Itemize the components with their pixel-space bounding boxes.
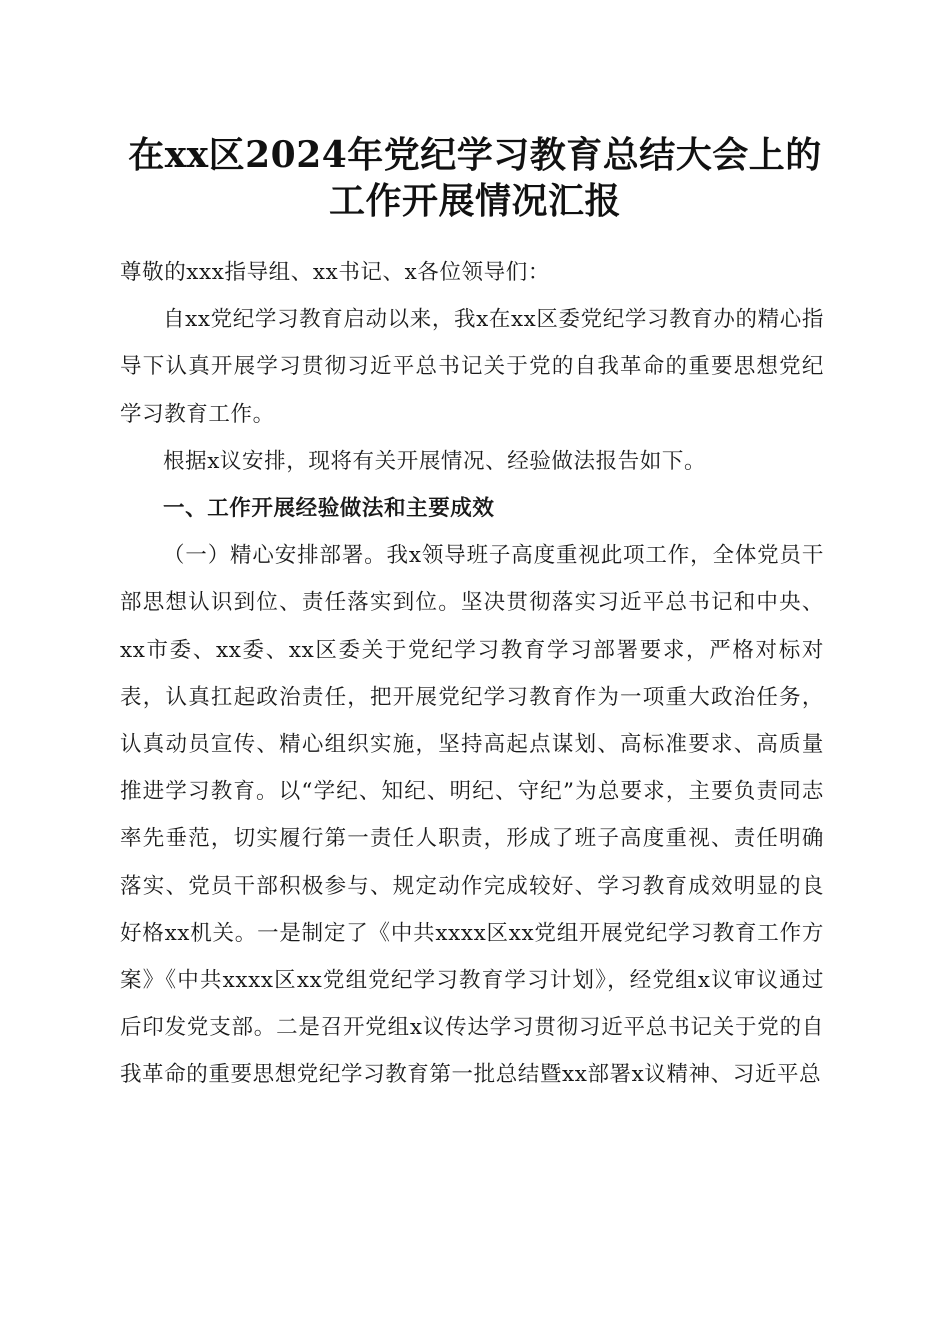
section-heading: 一、工作开展经验做法和主要成效 xyxy=(163,496,495,522)
document-title: 在xx区2024年党纪学习教育总结大会上的工作开展情况汇报 xyxy=(128,134,822,222)
document-body xyxy=(120,249,824,1099)
section-paragraph: （一）精心安排部署。我x领导班子高度重视此项工作，全体党员干部思想认识到位、责任落实到位。坚决贯彻落实习近平总书记和中央、xx市委、xx委、xx区委关于党纪学习教育学习部署要求，严格对标对表，认真扛起政治责任，把开展党纪学习教育作为一项重大政治任务，认真动员宣传、精心组织实施，坚持高起点谋划、高标准要求、高质量推进学习教育。以“学纪、知纪、明纪、守纪”为总要求，主要负责同志率先垂范，切实履行第一责任人职责，形成了班子高度重视、责任明确落实、党员干部积极参与、规定动作完成较好、学习教育成效明显的良好格xx机关。一是制定了《中共xxxx区xx党组开展党纪学习教育工作方案》《中共xxxx区xx党组党纪学习教育学习计划》，经党组x议审议通过后印发党支部。二是召开党组x议传达学习贯彻习近平总书记关于党的自我革命的重要思想党纪学习教育第一批总结暨xx部署x议精神、习近平总 xyxy=(120,543,824,1088)
salutation: 尊敬的xxx指导组、xx书记、x各位领导们： xyxy=(120,260,550,285)
paragraph: 根据x议安排，现将有关开展情况、经验做法报告如下。 xyxy=(163,448,707,474)
paragraph: 自xx党纪学习教育启动以来，我x在xx区委党纪学习教育办的精心指导下认真开展学习贯彻习近平总书记关于党的自我革命的重要思想党纪学习教育工作。 xyxy=(120,307,824,427)
